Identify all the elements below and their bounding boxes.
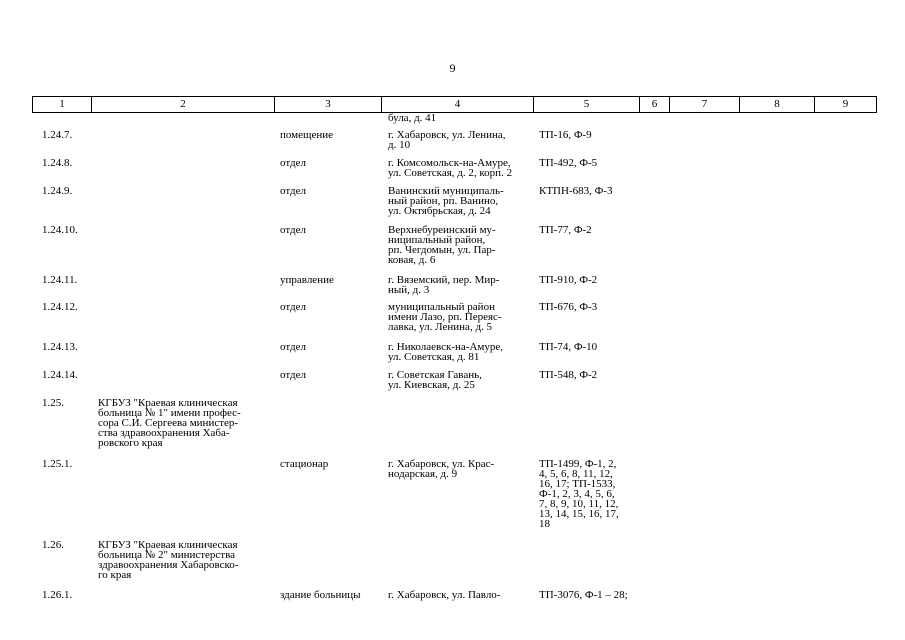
object-type-cell: стационар bbox=[280, 458, 329, 470]
column-header-row bbox=[33, 97, 877, 113]
substation-cell: ТП-1499, Ф-1, 2, 4, 5, 6, 8, 11, 12, 16, 17; ТП-1533, Ф-1, 2, 3, 4, 5, 6, 7, 8, 9, 10, 11, 12, 13, 14, 15, 16, 17, 18 bbox=[539, 458, 619, 530]
row-number: 1.24.8. bbox=[42, 157, 73, 169]
address-cell: г. Хабаровск, ул. Ленина, д. 10 bbox=[388, 129, 506, 151]
row-number: 1.24.10. bbox=[42, 224, 78, 236]
row-number: 1.26.1. bbox=[42, 589, 73, 601]
substation-cell: ТП-492, Ф-5 bbox=[539, 157, 598, 169]
column-header-6: 6 bbox=[640, 97, 670, 113]
substation-cell: ТП-548, Ф-2 bbox=[539, 369, 598, 381]
row-number: 1.24.13. bbox=[42, 341, 78, 353]
object-type-cell: отдел bbox=[280, 301, 306, 313]
organization-name-cell: КГБУЗ "Краевая клиническая больница № 1" имени профес- сора С.И. Сергеева министер- ства здравоохранения Хаба- ровского края bbox=[98, 397, 241, 449]
address-cell: г. Советская Гавань, ул. Киевская, д. 25 bbox=[388, 369, 482, 391]
column-header-3: 3 bbox=[275, 97, 382, 113]
substation-cell: ТП-676, Ф-3 bbox=[539, 301, 598, 313]
row-number: 1.24.14. bbox=[42, 369, 78, 381]
address-cell: Ванинский муниципаль- ный район, рп. Ванино, ул. Октябрьская, д. 24 bbox=[388, 185, 504, 217]
substation-cell: ТП-77, Ф-2 bbox=[539, 224, 592, 236]
object-type-cell: отдел bbox=[280, 341, 306, 353]
row-number: 1.24.9. bbox=[42, 185, 73, 197]
address-cell: була, д. 41 bbox=[388, 112, 437, 124]
column-header-9: 9 bbox=[815, 97, 877, 113]
substation-cell: ТП-3076, Ф-1 – 28; bbox=[539, 589, 628, 601]
address-cell: г. Вяземский, пер. Мир- ный, д. 3 bbox=[388, 274, 500, 296]
object-type-cell: здание больницы bbox=[280, 589, 361, 601]
row-number: 1.26. bbox=[42, 539, 64, 551]
column-header-1: 1 bbox=[33, 97, 92, 113]
column-header-5: 5 bbox=[534, 97, 640, 113]
address-cell: г. Комсомольск-на-Амуре, ул. Советская, д. 2, корп. 2 bbox=[388, 157, 513, 179]
object-type-cell: помещение bbox=[280, 129, 334, 141]
column-header-2: 2 bbox=[92, 97, 275, 113]
page-number: 9 bbox=[449, 61, 456, 75]
organization-name-cell: КГБУЗ "Краевая клиническая больница № 2" министерства здравоохранения Хабаровско- го края bbox=[98, 539, 239, 581]
address-cell: г. Николаевск-на-Амуре, ул. Советская, д. 81 bbox=[388, 341, 503, 363]
substation-cell: ТП-74, Ф-10 bbox=[539, 341, 598, 353]
address-cell: г. Хабаровск, ул. Павло- bbox=[388, 589, 501, 601]
substation-cell: КТПН-683, Ф-3 bbox=[539, 185, 613, 197]
object-type-cell: отдел bbox=[280, 369, 306, 381]
row-number: 1.24.11. bbox=[42, 274, 78, 286]
object-type-cell: отдел bbox=[280, 185, 306, 197]
row-number: 1.25. bbox=[42, 397, 64, 409]
substation-cell: ТП-16, Ф-9 bbox=[539, 129, 592, 141]
row-number: 1.25.1. bbox=[42, 458, 73, 470]
object-type-cell: управление bbox=[280, 274, 334, 286]
object-type-cell: отдел bbox=[280, 157, 306, 169]
column-header-table bbox=[32, 96, 877, 113]
row-number: 1.24.7. bbox=[42, 129, 73, 141]
address-cell: Верхнебуреинский му- ниципальный район, рп. Чегдомын, ул. Пар- ковая, д. 6 bbox=[388, 224, 496, 266]
row-number: 1.24.12. bbox=[42, 301, 78, 313]
column-header-4: 4 bbox=[382, 97, 534, 113]
column-header-8: 8 bbox=[740, 97, 815, 113]
column-header-7: 7 bbox=[670, 97, 740, 113]
object-type-cell: отдел bbox=[280, 224, 306, 236]
substation-cell: ТП-910, Ф-2 bbox=[539, 274, 598, 286]
address-cell: г. Хабаровск, ул. Крас- нодарская, д. 9 bbox=[388, 458, 495, 480]
address-cell: муниципальный район имени Лазо, рп. Переяс- лавка, ул. Ленина, д. 5 bbox=[388, 301, 502, 333]
